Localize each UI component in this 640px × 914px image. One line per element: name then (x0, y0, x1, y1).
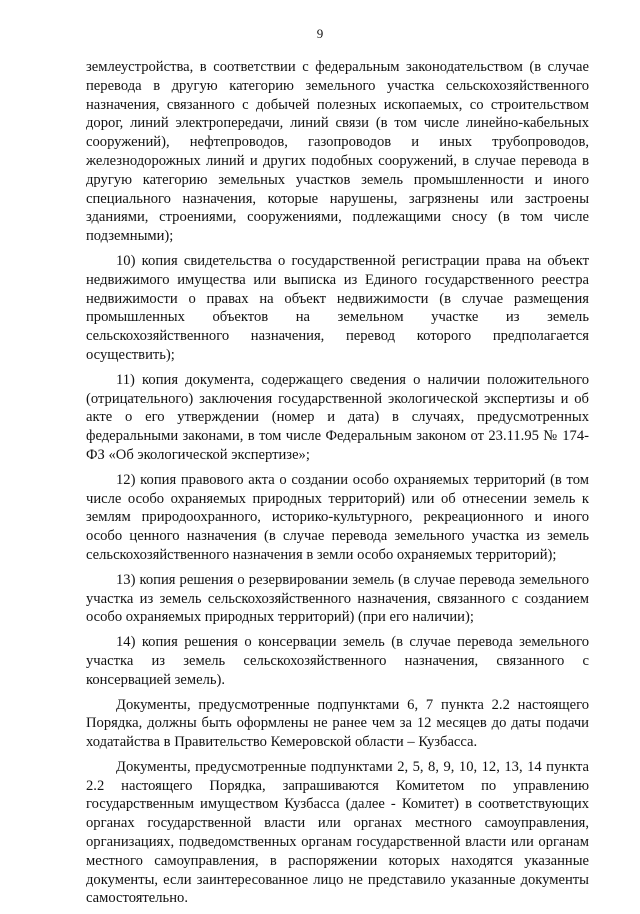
paragraph-item-10: 10) копия свидетельства о государственной регистрации права на объект недвижимого имущества или выписка из Единого государственного реестра недвижимости о правах на объект недвижимости (в случае размещения промышленных объектов на земельном участке из земель сельскохозяйственного назначения, перевод которого предполагается осуществить); (86, 252, 589, 363)
paragraph-documents-date-requirement: Документы, предусмотренные подпунктами 6, 7 пункта 2.2 настоящего Порядка, должны быть оформлены не ранее чем за 12 месяцев до даты подачи ходатайства в Правительство Кемеровской области – Кузбасса. (86, 696, 589, 751)
paragraph-item-13: 13) копия решения о резервировании земель (в случае перевода земельного участка из земель сельскохозяйственного назначения, связанного с созданием особо охраняемых природных территорий) (при его наличии); (86, 571, 589, 626)
paragraph-item-11: 11) копия документа, содержащего сведения о наличии положительного (отрицательного) заключения государственной экологической экспертизы и об акте о его утверждении (номер и дата) в случаях, предусмотренных федеральными законами, в том числе Федеральным законом от 23.11.95 № 174-ФЗ «Об экологической экспертизе»; (86, 371, 589, 463)
paragraph-item-12: 12) копия правового акта о создании особо охраняемых территорий (в том числе особо охраняемых природных территорий) или об отнесении земель к землям природоохранного, историко-культурного, рекреационного и иного особо ценного назначения (в случае перевода земельного участка из земель сельскохозяйственного назначения в земли особо охраняемых территорий); (86, 471, 589, 563)
paragraph-continuation: землеустройства, в соответствии с федеральным законодательством (в случае перевода в другую категорию земельного участка сельскохозяйственного назначения, связанного с добычей полезных ископаемых, со строительством дорог, линий электропередачи, линий связи (в том числе линейно-кабельных сооружений), нефтепроводов, газопроводов и иных трубопроводов, железнодорожных линий и других подобных сооружений, в случае перевода в другую категорию земельных участков земель промышленности и иного специального назначения, которые нарушены, загрязнены или застроены зданиями, строениями, сооружениями, подлежащими сносу (в том числе подземными); (86, 59, 589, 245)
paragraph-item-14: 14) копия решения о консервации земель (в случае перевода земельного участка из земель сельскохозяйственного назначения, связанного с консервацией земель). (86, 634, 589, 688)
paragraph-documents-requested-by-committee: Документы, предусмотренные подпунктами 2, 5, 8, 9, 10, 12, 13, 14 пункта 2.2 настоящего Порядка, запрашиваются Комитетом по управлению государственным имуществом Кузбасса (далее - Комитет) в соответствующих органах государственной власти или органах местного самоуправления, организациях, подведомственных органам государственной власти или органам местного самоуправления, в распоряжении которых находятся указанные документы, если заинтересованное лицо не представило указанные документы самостоятельно. (86, 758, 589, 907)
document-body (86, 58, 589, 914)
page-number: 9 (316, 26, 324, 41)
